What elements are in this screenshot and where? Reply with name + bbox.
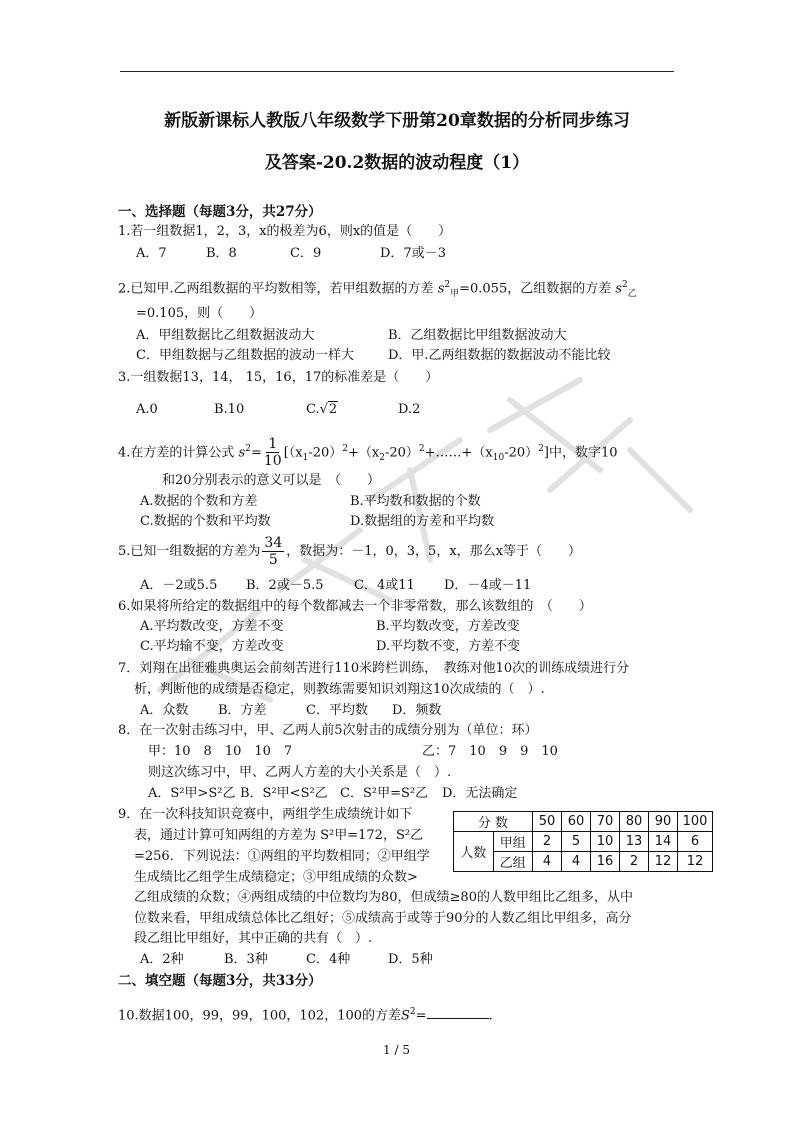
q4-stem-b: 和20分别表示的意义可以是 （ ） — [162, 473, 381, 488]
table-cell: 4 — [533, 852, 562, 872]
q7-option-d: D．频数 — [392, 703, 442, 718]
table-cell: 13 — [620, 832, 649, 852]
q6-stem: 6.如果将所给定的数据组中的每个数都减去一个非零常数，那么该数组的 （ ） — [118, 599, 592, 614]
q10-s-symbol: S — [401, 1008, 410, 1024]
table-row-name: 乙组 — [493, 852, 533, 872]
q4-sup-d: 2 — [418, 444, 425, 454]
q10-end: . — [488, 1008, 493, 1024]
q7-options — [140, 702, 441, 720]
q3-sqrt-value: 2 — [328, 402, 338, 417]
q2-s-symbol-2: s — [615, 281, 623, 297]
q3-option-a: A.0 — [136, 402, 158, 417]
table-score-cell: 50 — [533, 812, 562, 832]
q4-options-row2 — [140, 513, 494, 531]
q9-line-5: 乙组成绩的众数；④两组成绩的中位数均为80，但成绩≥80的人数甲组比乙组多，从中 — [134, 890, 633, 905]
q1-option-b: B．8 — [206, 246, 237, 261]
q5-option-d: D．－4或－11 — [444, 578, 532, 593]
q5-option-b: B．2或－5.5 — [246, 578, 324, 593]
q9-line-2: 表，通过计算可知两组的方差为 S²甲=172，S²乙 — [134, 828, 424, 843]
q5-option-c: C．4或11 — [354, 578, 415, 593]
q3-option-d: D.2 — [398, 402, 421, 417]
q8-option-d: D．无法确定 — [442, 786, 518, 801]
q6-options-row2 — [140, 638, 520, 656]
q2-option-a: A．甲组数据比乙组数据波动大 — [136, 328, 315, 343]
table-cell: 12 — [678, 852, 713, 872]
section-heading-choice: 一、选择题（每题3分，共27分） — [118, 204, 322, 220]
q4-eq: = — [250, 445, 262, 461]
table-score-cell: 60 — [562, 812, 591, 832]
table-group-label: 人数 — [454, 832, 494, 872]
q5-stem-a: 5.已知一组数据的方差为 — [118, 544, 261, 559]
q5-option-a: A．－2或5.5 — [140, 578, 218, 593]
q6-option-a: A.平均数改变，方差不变 — [140, 619, 284, 634]
page-number: 1 / 5 — [383, 1043, 410, 1057]
q4-sup-f: 2 — [538, 444, 544, 454]
q8-options — [148, 785, 517, 803]
q2-options-row2 — [136, 347, 611, 365]
q8-option-c: C．S²甲=S²乙 — [340, 786, 429, 801]
q8-option-b: B．S²甲<S²乙 — [240, 786, 328, 801]
q2-option-b: B．乙组数据比甲组数据波动大 — [388, 328, 567, 343]
q4-expr-d: -20） — [384, 445, 419, 461]
sqrt-symbol: √2 — [319, 402, 338, 417]
q4-frac-num: 1 — [268, 436, 278, 453]
q9-line-7: 段乙组比甲组好，其中正确的共有（ ）. — [134, 931, 373, 946]
q10-eq: = — [415, 1008, 427, 1024]
q4-s-symbol: s — [238, 445, 246, 461]
q5-stem — [118, 535, 581, 569]
q4-expr-b: -20） — [308, 445, 343, 461]
q3-option-c-label: C. — [306, 402, 320, 417]
section-heading-fill: 二、填空题（每题3分，共33分） — [118, 973, 322, 989]
q4-options-row1 — [140, 493, 481, 511]
q4-option-b: B.平均数和数据的个数 — [350, 494, 481, 509]
table-row — [454, 852, 713, 872]
q9-score-table — [453, 811, 713, 872]
q3-stem: 3.一组数据13，14， 15，16，17的标准差是（ ） — [118, 370, 439, 385]
q4-sub2: 2 — [379, 452, 385, 463]
table-score-cell: 70 — [591, 812, 620, 832]
table-cell: 4 — [562, 852, 591, 872]
table-header-label: 分 数 — [454, 812, 533, 832]
q5-stem-b: ，数据为：－1，0，3，5，x，那么x等于（ ） — [286, 544, 581, 559]
q4-frac-den: 10 — [263, 453, 282, 470]
q8-stem: 8．在一次射击练习中，甲、乙两人前5次射击的成绩分别为（单位：环） — [118, 723, 538, 738]
q5-options — [140, 577, 531, 595]
q4-expr-a: [（x — [283, 445, 303, 461]
q7-stem-a: 7．刘翔在出征雅典奥运会前刻苦进行110米跨栏训练， 教练对他10次的训练成绩进行分 — [118, 661, 630, 676]
table-row — [454, 832, 713, 852]
q4-sub10: 10 — [492, 452, 505, 463]
doc-title-line2: 及答案-20.2数据的波动程度（1） — [264, 153, 530, 173]
q8-option-a: A．S²甲>S²乙 — [148, 786, 236, 801]
q4-expr-g: ]中，数字10 — [543, 445, 618, 461]
q9-option-b: B．3种 — [224, 952, 268, 967]
q6-options-row1 — [140, 618, 520, 636]
q4-stem-a: 4.在方差的计算公式 — [118, 445, 235, 461]
q3-option-b: B.10 — [214, 402, 245, 417]
table-cell: 14 — [649, 832, 678, 852]
table-cell: 6 — [678, 832, 713, 852]
header-rule — [120, 71, 674, 72]
q6-option-b: B.平均数改变，方差改变 — [376, 619, 520, 634]
q4-expr-c: +（x — [348, 445, 380, 461]
q10-stem-a: 10.数据100，99，99，100，102，100的方差 — [118, 1008, 402, 1024]
table-row-name: 甲组 — [493, 832, 533, 852]
q7-option-a: A．众数 — [140, 703, 189, 718]
q1-option-a: A．7 — [136, 246, 167, 261]
q4-expr-e: +……+（x — [424, 445, 493, 461]
q4-stem — [118, 432, 618, 475]
q4-fraction — [264, 436, 282, 469]
q7-stem-b: 析，判断他的成绩是否稳定，则教练需要知识刘翔这10次成绩的（ ）. — [134, 682, 545, 697]
table-score-cell: 100 — [678, 812, 713, 832]
q5-frac-den: 5 — [268, 552, 278, 568]
q9-line-4: 生成绩比乙组学生成绩稳定；③甲组成绩的众数> — [134, 870, 418, 885]
q5-frac-num: 34 — [264, 535, 283, 551]
q9-line-3: =256．下列说法：①两组的平均数相同；②甲组学 — [134, 849, 430, 864]
q10-stem — [118, 1003, 493, 1025]
q9-option-d: D．5种 — [388, 952, 433, 967]
q2-sup-2: 2 — [622, 280, 628, 290]
table-cell: 10 — [591, 832, 620, 852]
q10-sup: 2 — [409, 1007, 416, 1017]
q9-options — [140, 951, 433, 969]
q3-options — [136, 401, 420, 419]
q9-line-6: 位数来看，甲组成绩总体比乙组好；⑤成绩高于或等于90分的人数乙组比甲组多，高分 — [134, 911, 632, 926]
doc-title-line1: 新版新课标人教版八年级数学下册第20章数据的分析同步练习 — [164, 111, 630, 131]
q6-option-d: D.平均数不变，方差不变 — [376, 639, 521, 654]
q2-sub-jia: 甲 — [450, 288, 460, 299]
table-cell: 12 — [649, 852, 678, 872]
table-cell: 2 — [533, 832, 562, 852]
table-cell: 5 — [562, 832, 591, 852]
q8-stem-b: 则这次练习中，甲、乙两人方差的大小关系是（ ）. — [148, 765, 452, 780]
q5-fraction — [262, 535, 284, 568]
q4-option-a: A.数据的个数和方差 — [140, 494, 258, 509]
q2-s-symbol: s — [437, 281, 445, 297]
q9-line-1: 9．在一次科技知识竞赛中，两组学生成绩统计如下 — [118, 807, 413, 822]
table-score-cell: 90 — [649, 812, 678, 832]
q4-expr-f: -20） — [504, 445, 539, 461]
q4-option-d: D.数据组的方差和平均数 — [350, 514, 495, 529]
q2-sub-yi: 乙 — [627, 288, 637, 299]
q2-option-d: D．甲.乙两组数据的数据波动不能比较 — [388, 348, 611, 363]
table-score-cell: 80 — [620, 812, 649, 832]
q7-option-b: B．方差 — [218, 703, 267, 718]
table-row — [454, 812, 713, 832]
q6-option-c: C.平均输不变，方差改变 — [140, 639, 284, 654]
q9-option-a: A．2种 — [140, 952, 184, 967]
q1-options — [136, 245, 446, 263]
q1-option-c: C．9 — [290, 246, 322, 261]
q2-stem-a: 2.已知甲.乙两组数据的平均数相等，若甲组数据的方差 — [118, 281, 434, 297]
q4-sup-b: 2 — [342, 444, 348, 454]
q2-sup: 2 — [444, 280, 451, 290]
q1-stem: 1.若一组数据1，2，3，x的极差为6，则x的值是（ ） — [118, 224, 452, 239]
q2-stem — [118, 276, 637, 303]
q2-stem-c: =0.105，则（ ） — [136, 306, 263, 321]
q2-options-row1 — [136, 327, 567, 345]
q2-option-c: C．甲组数据与乙组数据的波动一样大 — [136, 348, 354, 363]
q2-stem-b: =0.055，乙组数据的方差 — [459, 281, 612, 297]
q4-option-c: C.数据的个数和平均数 — [140, 514, 271, 529]
table-cell: 16 — [591, 852, 620, 872]
q7-option-c: C．平均数 — [306, 703, 368, 718]
q4-sub1: 1 — [302, 452, 309, 463]
answer-blank[interactable] — [427, 1006, 489, 1019]
q8-jia-scores: 甲：10 8 10 10 7 — [148, 744, 293, 759]
q8-yi-scores: 乙：7 10 9 9 10 — [422, 744, 558, 759]
q9-option-c: C．4种 — [306, 952, 351, 967]
q3-option-c — [306, 401, 398, 419]
q1-option-d: D．7或－3 — [380, 246, 446, 261]
table-cell: 2 — [620, 852, 649, 872]
q4-sup: 2 — [245, 444, 251, 454]
